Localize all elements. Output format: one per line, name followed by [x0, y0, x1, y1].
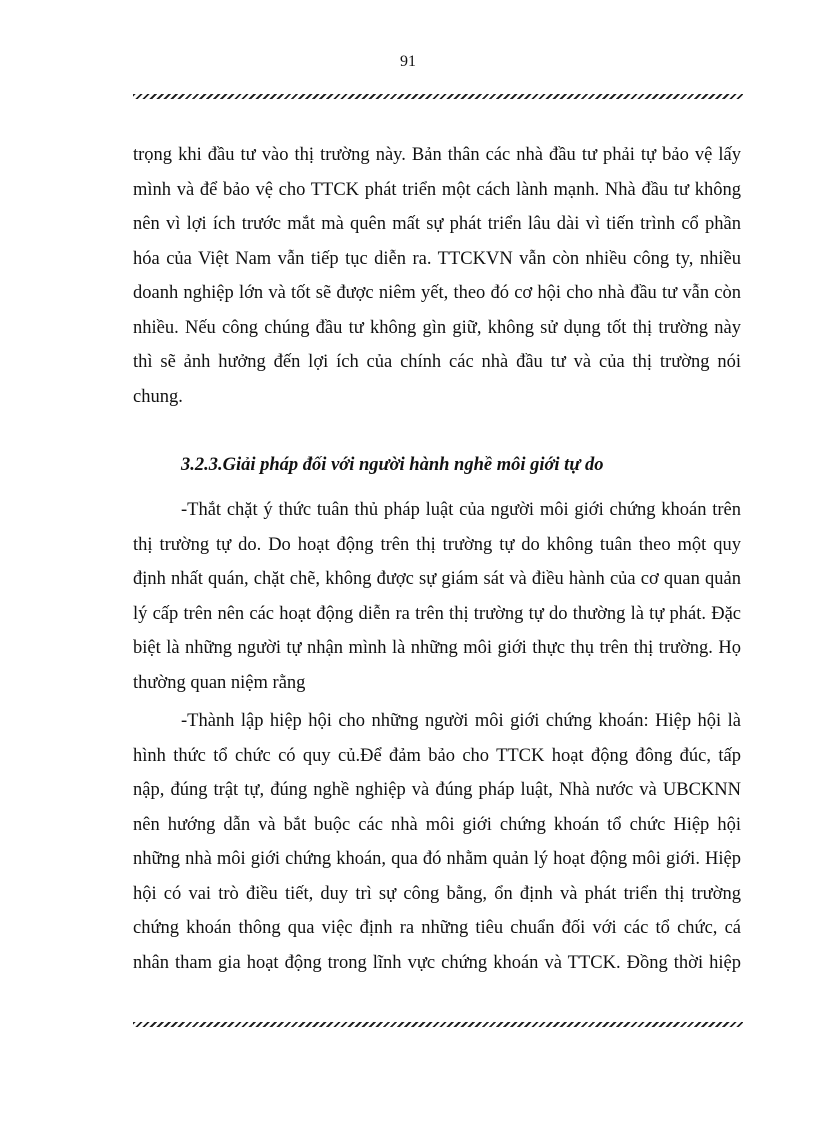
text-line: nhân tham gia hoạt động trong lĩnh vực chứng khoán và TTCK. Đồng thời hiệp	[133, 952, 741, 973]
text-line: thường quan niệm rằng	[133, 672, 306, 693]
text-line: thì sẽ ảnh hưởng đến lợi ích của chính các nhà đầu tư và của thị trường nói	[133, 352, 741, 372]
paragraph-investor-protection	[133, 138, 741, 414]
text-line: trọng khi đầu tư vào thị trường này. Bản thân các nhà đầu tư phải tự bảo vệ lấy	[133, 145, 741, 165]
header-divider	[133, 94, 743, 99]
text-line: thị trường tự do. Do hoạt động trên thị trường tự do không tuân theo một quy	[133, 534, 741, 555]
text-line: hội có vai trò điều tiết, duy trì sự công bằng, ổn định và phát triển thị trường	[133, 883, 741, 904]
text-line: lý cấp trên nên các hoạt động diễn ra trên thị trường tự do thường là tự phát. Đặc	[133, 603, 741, 624]
paragraph-broker-association	[133, 704, 741, 980]
page-number: 91	[400, 53, 416, 70]
text-line: nhiều. Nếu công chúng đầu tư không gìn giữ, không sử dụng tốt thị trường này	[133, 317, 741, 338]
paragraph-law-compliance	[133, 493, 741, 700]
text-line: biệt là những người tự nhận mình là những môi giới thực thụ trên thị trường. Họ	[133, 638, 741, 658]
text-line: nập, đúng trật tự, đúng nghề nghiệp và đúng pháp luật, Nhà nước và UBCKNN	[133, 780, 741, 800]
text-line: chứng khoán thông qua việc định ra những tiêu chuẩn đối với các tổ chức, cá	[133, 918, 741, 938]
text-line: nên vì lợi ích trước mắt mà quên mất sự phát triển lâu dài vì tiến trình cổ phần	[133, 214, 741, 234]
text-line: -Thắt chặt ý thức tuân thủ pháp luật của người môi giới chứng khoán trên	[181, 500, 741, 520]
text-line: chung.	[133, 386, 183, 407]
text-line: định nhất quán, chặt chẽ, không được sự giám sát và điều hành của cơ quan quản	[133, 569, 741, 589]
section-heading: 3.2.3.Giải pháp đối với người hành nghề môi giới tự do	[181, 455, 604, 475]
text-line: hình thức tổ chức có quy củ.Để đảm bảo cho TTCK hoạt động đông đúc, tấp	[133, 745, 741, 766]
text-line: những nhà môi giới chứng khoán, qua đó nhằm quản lý hoạt động môi giới. Hiệp	[133, 849, 741, 869]
text-line: -Thành lập hiệp hội cho những người môi giới chứng khoán: Hiệp hội là	[181, 711, 741, 731]
footer-divider	[133, 1022, 743, 1027]
text-line: hóa của Việt Nam vẫn tiếp tục diễn ra. TTCKVN vẫn còn nhiều công ty, nhiều	[133, 248, 741, 269]
text-line: doanh nghiệp lớn và tốt sẽ được niêm yết, theo đó cơ hội cho nhà đầu tư vẫn còn	[133, 283, 741, 303]
text-line: mình và để bảo vệ cho TTCK phát triển một cách lành mạnh. Nhà đầu tư không	[133, 179, 741, 200]
text-line: nên hướng dẫn và bắt buộc các nhà môi giới chứng khoán tổ chức Hiệp hội	[133, 814, 741, 835]
